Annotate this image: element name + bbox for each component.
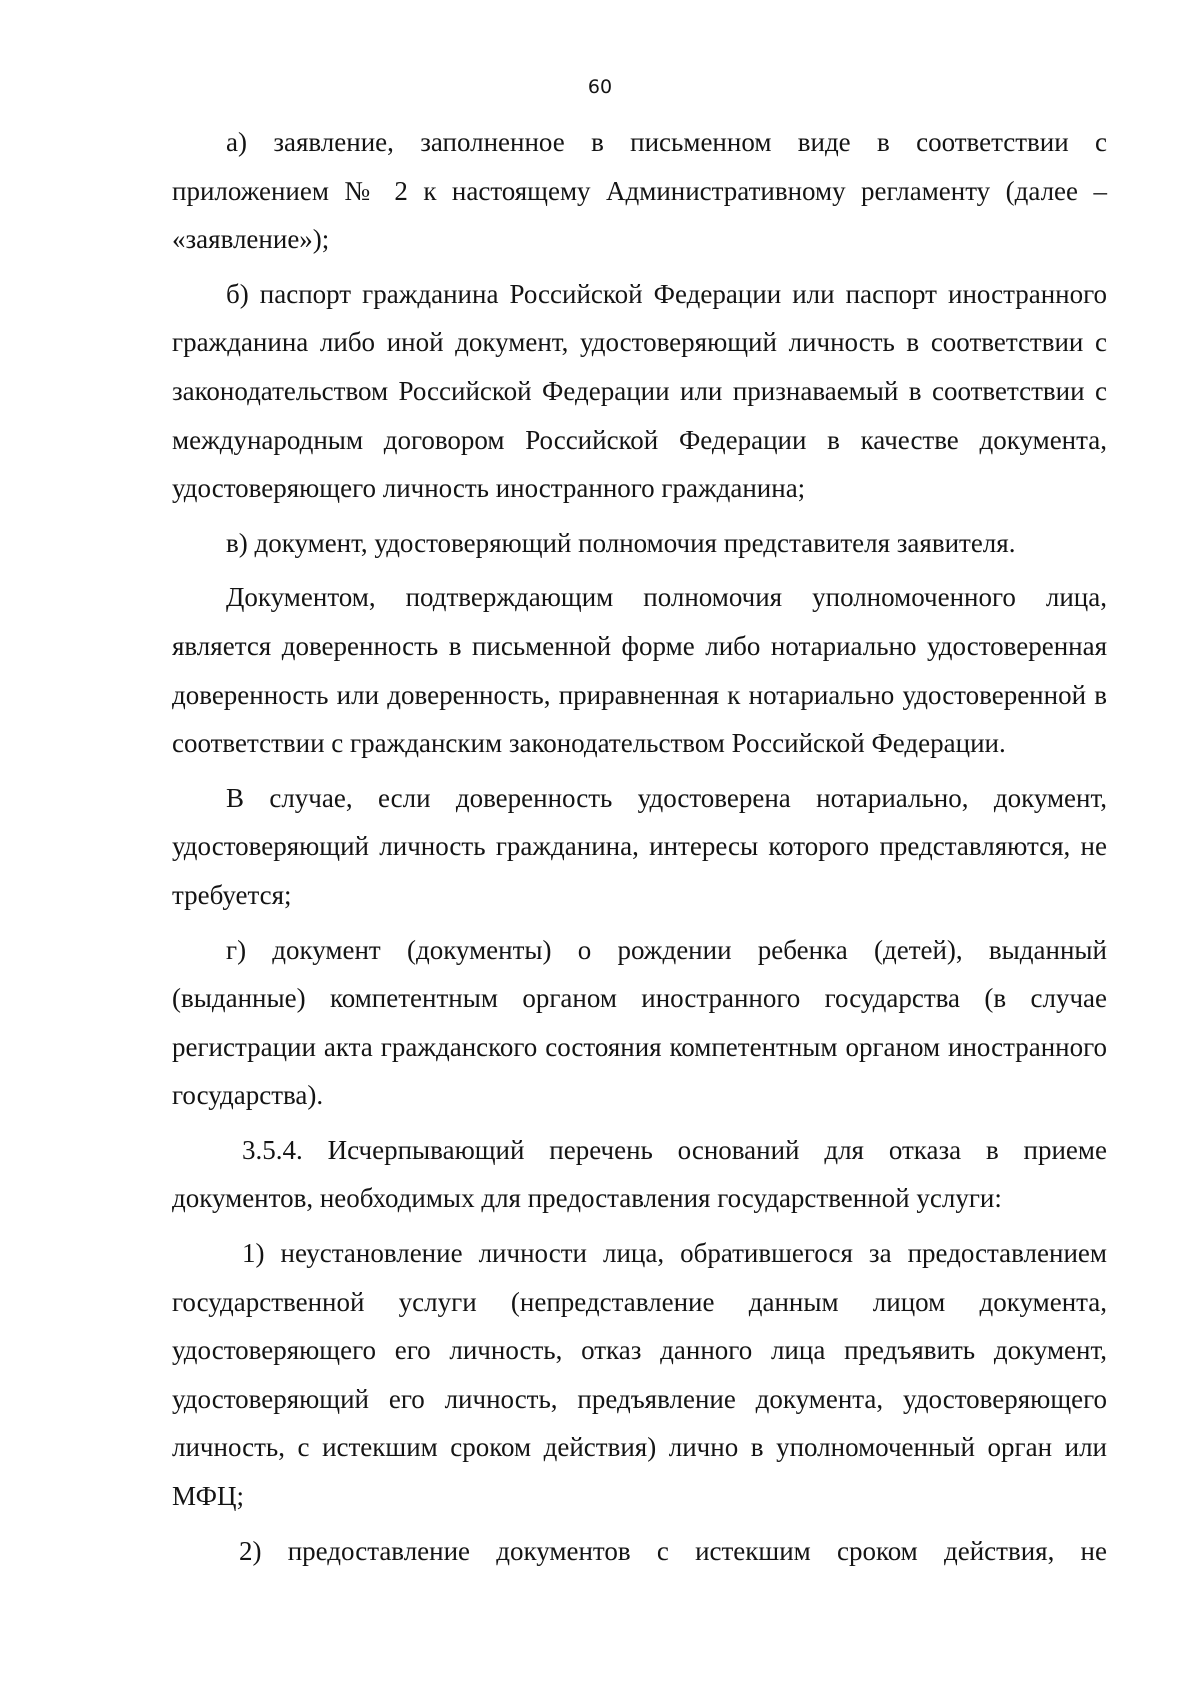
paragraph-item-b-passport: б) паспорт гражданина Российской Федерации или паспорт иностранного гражданина либо иной документ, удостоверяющий личность в соответствии с законодательством Российской Федерации или признаваемый в соответствии с международным договором Российской Федерации в качестве документа, удостоверяющего личность иностранного гражданина; (172, 278, 1107, 504)
paragraph-item-a-application: а) заявление, заполненное в письменном виде в соответствии с приложением № 2 к настоящему Административному регламенту (далее – «заявление»); (172, 127, 1107, 255)
paragraph-section-3-5-4: 3.5.4. Исчерпывающий перечень оснований для отказа в приеме документов, необходимых для предоставления государственной услуги: (172, 1134, 1107, 1214)
paragraph-refusal-ground-1: 1) неустановление личности лица, обратившегося за предоставлением государственной услуги (непредставление данным лицом документа, удостоверяющего его личность, отказ данного лица предъявить документ, удостоверяющий его личность, предъявление документа, удостоверяющего личность, с истекшим сроком действия) лично в уполномоченный орган или МФЦ; (172, 1238, 1107, 1512)
document-body (172, 118, 1107, 1575)
paragraph-item-v-representative-document: в) документ, удостоверяющий полномочия представителя заявителя. (226, 527, 1016, 558)
paragraph-notarized-case: В случае, если доверенность удостоверена нотариально, документ, удостоверяющий личность гражданина, интересы которого представляются, не требуется; (172, 782, 1107, 910)
page-number: 60 (587, 76, 613, 98)
paragraph-refusal-ground-2: 2) предоставление документов с истекшим сроком действия, не (239, 1535, 1107, 1566)
paragraph-power-of-attorney: Документом, подтверждающим полномочия уполномоченного лица, является доверенность в письменной форме либо нотариально удостоверенная доверенность или доверенность, приравненная к нотариально удостоверенной в соответствии с гражданским законодательством Российской Федерации. (172, 582, 1107, 759)
paragraph-item-g-birth-documents: г) документ (документы) о рождении ребенка (детей), выданный (выданные) компетентным органом иностранного государства (в случае регистрации акта гражданского состояния компетентным органом иностранного государства). (172, 934, 1107, 1111)
